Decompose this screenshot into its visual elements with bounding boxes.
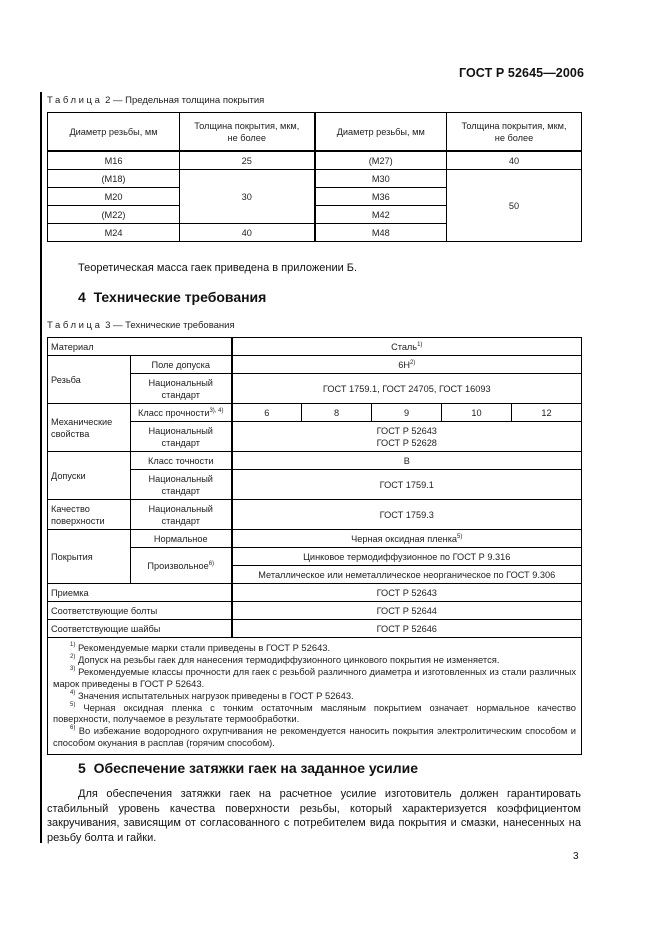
thread-tolerance-value [232,356,582,374]
sub-label: Поле допуска [131,356,232,374]
thread-standard-value: ГОСТ 1759.1, ГОСТ 24705, ГОСТ 16093 [232,374,582,404]
section-title: Технические требования [93,289,267,305]
sub-label: Национальный стандарт [131,470,232,500]
class-cell: 9 [372,404,442,422]
coating-optional-value: Цинковое термодиффузионное по ГОСТ Р 9.316 [232,548,582,566]
row-label: Механические свойства [48,404,131,452]
diameter-cell: М42 [315,206,447,224]
col-header: Толщина покрытия, мкм, не более [447,113,582,152]
value-text: Черная оксидная пленка [351,533,458,544]
class-cell: 6 [232,404,302,422]
value-text: Сталь [391,341,418,352]
table2-caption-text: 2 — Предельная толщина покрытия [102,95,265,106]
mechanical-standard-value [232,422,582,452]
section5-paragraph: Для обеспечения затяжки гаек на расчетное усилие изготовитель должен гарантировать стабильный уровень качества поверхности резьбы, который характеризуется коэффициентом закручивания, зависящим от согласованного с потребителем вида покрытия и смазки, нанесенных на резьбу болта и гайки. [47,788,581,844]
material-value [232,338,582,356]
section-number: 5 [78,760,86,776]
table3-caption-text: 3 — Технические требования [102,320,235,331]
footnote-mark: 1) [70,642,76,648]
bolts-value: ГОСТ Р 52644 [232,602,582,620]
row-label: Соответствующие шайбы [48,620,232,638]
table2-caption [47,95,264,106]
label-text: Класс прочности [138,407,210,418]
row-label: Допуски [48,452,131,500]
section-number: 4 [78,289,86,305]
col-header: Диаметр резьбы, мм [48,113,180,152]
change-bar [40,92,42,843]
sub-label [131,404,232,422]
footnote-ref: 3), 4) [209,407,224,414]
footnote [53,654,576,666]
table-row-acceptance [48,584,582,602]
footnote-mark: 3) [70,665,76,672]
class-cell: 12 [512,404,582,422]
table-row-strength-class [48,404,582,422]
footnote-mark: 5) [70,701,76,708]
diameter-cell: М24 [48,224,180,242]
table-row-thread-tolerance [48,356,582,374]
footnote-mark: 4) [70,689,76,696]
table-row [48,151,582,170]
row-label: Резьба [48,356,131,404]
diameter-cell: М16 [48,151,180,170]
footnote-text: Во избежание водородного охрупчивания не рекомендуется наносить покрытия электролитическим способом и способом окунания в расплав (горячим способом). [53,725,577,749]
sub-label: Класс точности [131,452,232,470]
footnote-text: Черная оксидная пленка с тонким остаточным масляным покрытием означает нормальное качество поверхности, получаемое в результате термообработки. [53,701,577,725]
table-row-accuracy-class [48,452,582,470]
diameter-cell: М48 [315,224,447,242]
class-cell: 10 [442,404,512,422]
table-row-footnotes [48,638,582,755]
row-label: Соответствующие болты [48,602,232,620]
table-row-material [48,338,582,356]
footnote-ref: 2) [409,359,416,366]
surface-standard-value: ГОСТ 1759.3 [232,500,582,530]
footnote-ref: 6) [208,560,215,567]
footnote-text: Допуск на резьбы гаек для нанесения термодиффузионного цинкового покрытия не изменяется. [75,653,500,665]
table-header-row [48,113,582,152]
footnote-mark: 2) [70,653,76,660]
table-row [48,170,582,188]
tolerance-standard-value: ГОСТ 1759.1 [232,470,582,500]
document-code: ГОСТ Р 52645—2006 [458,66,584,80]
table3-caption [47,320,235,331]
value-line: ГОСТ Р 52643 [376,425,437,436]
footnote [53,690,576,702]
row-label: Приемка [48,584,232,602]
footnote [53,725,576,749]
footnote [53,702,576,726]
table-row-surface [48,500,582,530]
thickness-cell: 40 [447,151,582,170]
footnote [53,666,576,690]
diameter-cell: М30 [315,170,447,188]
washers-value: ГОСТ Р 52646 [232,620,582,638]
footnote-text: Рекомендуемые марки стали приведены в ГОСТ Р 52643. [75,642,331,653]
table-technical-requirements [47,337,582,755]
thickness-cell: 25 [180,151,315,170]
footnote-mark: 6) [70,725,76,732]
coating-normal-value [232,530,582,548]
sub-label: Нормальное [131,530,232,548]
class-cell: 8 [302,404,372,422]
sub-label: Национальный стандарт [131,374,232,404]
table-row-coating-normal [48,530,582,548]
sub-label [131,548,232,584]
table3-caption-word: Таблица [47,320,103,331]
footnote-ref: 5) [457,533,463,540]
footnote [53,642,576,654]
table-row-washers [48,620,582,638]
diameter-cell: (М27) [315,151,447,170]
sub-label: Национальный стандарт [131,422,232,452]
col-header: Толщина покрытия, мкм, не более [180,113,315,152]
diameter-cell: М20 [48,188,180,206]
value-text: 6Н [398,359,410,370]
label-text: Произвольное [147,560,209,571]
table-coating-thickness [47,112,582,242]
section5-heading [78,760,418,776]
accuracy-value: В [232,452,582,470]
thickness-cell: 50 [447,170,582,242]
footnote-text: Значения испытательных нагрузок приведены в ГОСТ Р 52643. [75,689,354,701]
col-header: Диаметр резьбы, мм [315,113,447,152]
sub-label: Национальный стандарт [131,500,232,530]
diameter-cell: (М22) [48,206,180,224]
diameter-cell: М36 [315,188,447,206]
thickness-cell: 40 [180,224,315,242]
table2-caption-word: Таблица [47,95,103,106]
value-line: ГОСТ Р 52628 [376,437,437,448]
thickness-cell: 30 [180,170,315,224]
footnote-ref: 1) [417,341,423,348]
diameter-cell: (М18) [48,170,180,188]
row-label: Материал [48,338,232,356]
coating-optional-value: Металлическое или неметаллическое неорганическое по ГОСТ 9.306 [232,566,582,584]
table-row-bolts [48,602,582,620]
section-title: Обеспечение затяжки гаек на заданное усилие [93,760,418,776]
acceptance-value: ГОСТ Р 52643 [232,584,582,602]
paragraph-mass: Теоретическая масса гаек приведена в приложении Б. [78,262,358,274]
table-footnotes [48,638,582,755]
row-label: Качество поверхности [48,500,131,530]
page-number: 3 [573,851,579,862]
section4-heading [78,289,266,305]
row-label: Покрытия [48,530,131,584]
footnote-text: Рекомендуемые классы прочности для гаек с резьбой различного диаметра и изготовленных из стали различных марок приведены в ГОСТ Р 52643. [53,665,577,689]
